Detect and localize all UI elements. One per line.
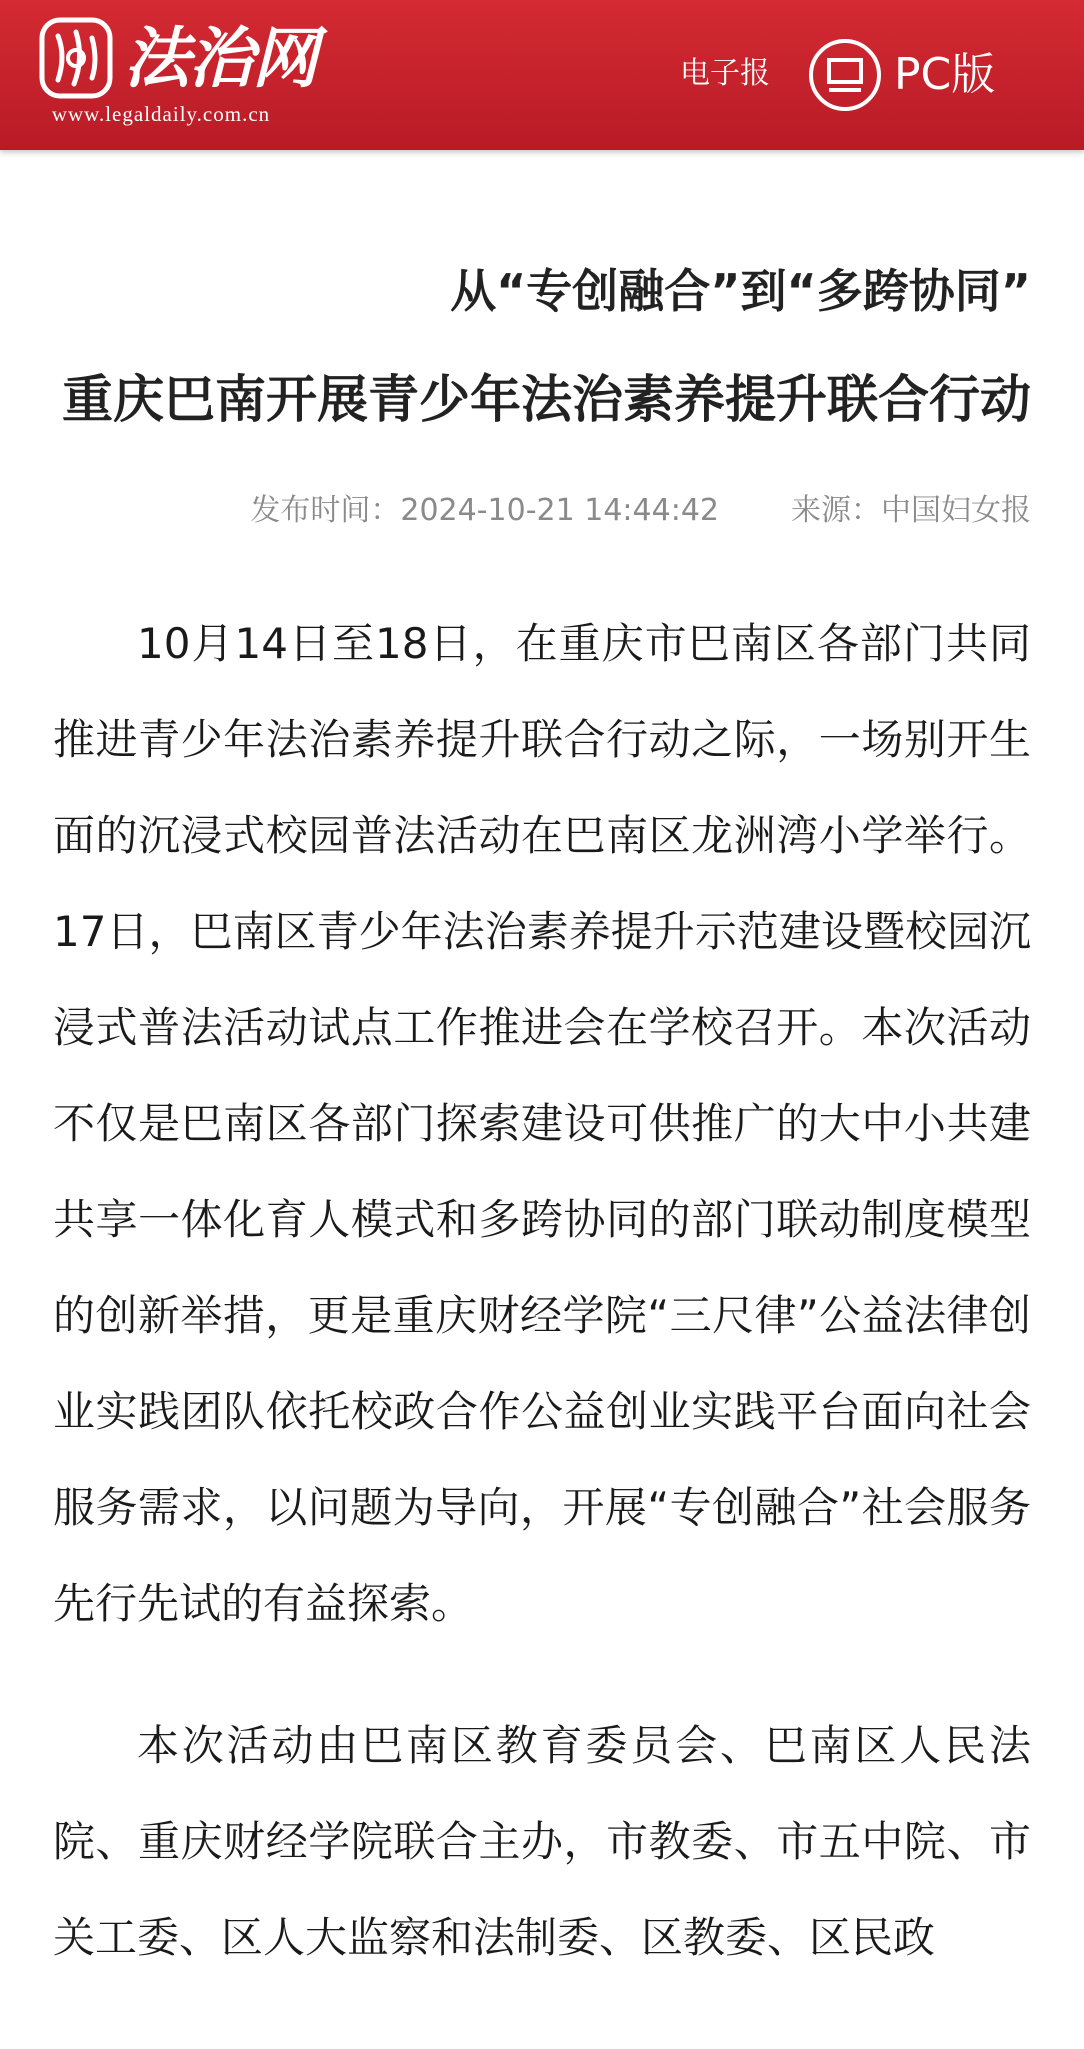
publish-time: 2024-10-21 14:44:42 xyxy=(400,493,719,528)
site-logo-url: www.legaldaily.com.cn xyxy=(51,102,271,126)
article-title: 重庆巴南开展青少年法治素养提升联合行动 xyxy=(61,371,1031,430)
publish-time-label: 发布时间： xyxy=(250,493,401,528)
article-subtitle: 从“专创融合”到“多跨协同” xyxy=(450,264,1031,318)
article xyxy=(53,150,1031,2032)
article-paragraph: 本次活动由巴南区教育委员会、巴南区人民法院、重庆财经学院联合主办，市教委、市五中院、市关工委、区人大监察和法制委、区教委、区民政 xyxy=(53,1721,1031,1962)
pc-version-label: PC版 xyxy=(894,49,996,100)
article-source: 中国妇女报 xyxy=(881,493,1031,528)
source-label: 来源： xyxy=(791,493,881,528)
article-paragraph: 10月14日至18日，在重庆市巴南区各部门共同推进青少年法治素养提升联合行动之际，一场别开生面的沉浸式校园普法活动在巴南区龙洲湾小学举行。17日，巴南区青少年法治素养提升示范建设暨校园沉浸式普法活动试点工作推进会在学校召开。本次活动不仅是巴南区各部门探索建设可供推广的大中小共建共享一体化育人模式和多跨协同的部门联动制度模型的创新举措，更是重庆财经学院“三尺律”公益法律创业实践团队依托校政合作公益创业实践平台面向社会服务需求，以问题为导向，开展“专创融合”社会服务先行先试的有益探索。 xyxy=(53,619,1031,1628)
site-logo[interactable] xyxy=(36,12,316,132)
article-meta xyxy=(53,486,1031,536)
site-logo-name: 法治网 xyxy=(124,19,316,97)
site-header xyxy=(0,0,1084,150)
monitor-icon xyxy=(808,38,882,112)
legal-daily-logo-icon xyxy=(36,16,116,100)
epaper-link[interactable]: 电子报 xyxy=(680,56,770,91)
article-body xyxy=(53,596,1031,1986)
pc-version-link[interactable] xyxy=(808,38,1048,112)
